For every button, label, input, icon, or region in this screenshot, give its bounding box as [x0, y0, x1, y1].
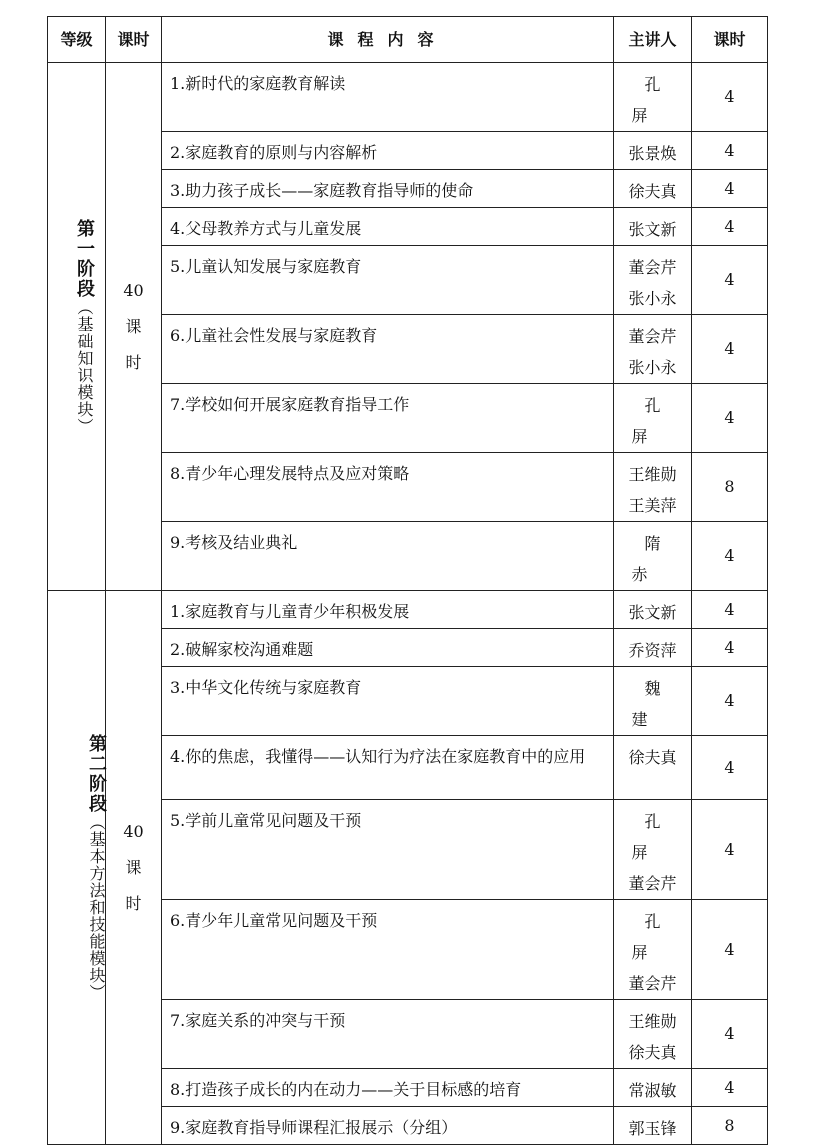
- course-hours-cell: 4: [692, 736, 768, 800]
- course-hours-cell: 4: [692, 1000, 768, 1069]
- speaker-name: 董会芹: [628, 874, 677, 893]
- speaker-cell: [614, 667, 692, 736]
- table-row: [48, 63, 768, 132]
- course-hours-cell: 4: [692, 800, 768, 900]
- speaker-cell: [614, 1069, 692, 1107]
- course-hours-cell: 4: [692, 208, 768, 246]
- stage-level-cell: [48, 591, 106, 1145]
- course-content: 7.家庭关系的冲突与干预: [170, 1011, 346, 1030]
- speaker-name: 张小永: [628, 358, 677, 377]
- speaker-name: 徐夫真: [628, 1043, 677, 1062]
- stage-total-unit: 课: [125, 316, 142, 336]
- course-hours-cell: 4: [692, 591, 768, 629]
- speaker-name: 王美萍: [628, 496, 677, 515]
- course-content: 4.你的焦虑，我懂得——认知行为疗法在家庭教育中的应用: [170, 747, 586, 766]
- course-hours-cell: 4: [692, 132, 768, 170]
- speaker-cell: [614, 170, 692, 208]
- stage-total-unit: 课: [125, 857, 142, 877]
- speaker-cell: [614, 629, 692, 667]
- table-row: [48, 591, 768, 629]
- course-content-cell: [162, 132, 614, 170]
- speaker-name: 张景焕: [628, 144, 677, 163]
- speaker-cell: [614, 63, 692, 132]
- header-total-hours: 课时: [106, 17, 162, 63]
- course-hours-cell: 4: [692, 315, 768, 384]
- speaker-cell: [614, 591, 692, 629]
- course-content-cell: [162, 453, 614, 522]
- speaker-name: 王维勋: [628, 1012, 677, 1031]
- speaker-name: 郭玉锋: [628, 1119, 677, 1138]
- course-content-cell: [162, 208, 614, 246]
- speaker-name: 董会芹: [628, 974, 677, 993]
- speaker-cell: [614, 132, 692, 170]
- stage-total-number: 40: [123, 280, 144, 300]
- course-hours-cell: 4: [692, 63, 768, 132]
- course-content: 9.家庭教育指导师课程汇报展示（分组）: [170, 1118, 458, 1137]
- course-content: 5.儿童认知发展与家庭教育: [170, 257, 362, 276]
- stage-total-number: 40: [123, 821, 144, 841]
- course-content-cell: [162, 591, 614, 629]
- speaker-name: 董会芹: [628, 258, 677, 277]
- course-content-cell: [162, 1000, 614, 1069]
- header-level: 等级: [48, 17, 106, 63]
- course-hours-cell: 4: [692, 170, 768, 208]
- course-hours-cell: 4: [692, 522, 768, 591]
- speaker-name: 张小永: [628, 289, 677, 308]
- course-content: 4.父母教养方式与儿童发展: [170, 219, 362, 238]
- speaker-name: 张文新: [628, 220, 677, 239]
- course-content: 2.家庭教育的原则与内容解析: [170, 143, 378, 162]
- speaker-name: 孔屏: [631, 812, 687, 862]
- speaker-cell: [614, 1000, 692, 1069]
- speaker-name: 徐夫真: [628, 182, 677, 201]
- stage-subtitle: （基本方法和技能模块）: [87, 814, 106, 1001]
- course-content-cell: [162, 736, 614, 800]
- course-hours-cell: 4: [692, 1069, 768, 1107]
- stage-subtitle: （基础知识模块）: [75, 298, 94, 435]
- course-content-cell: [162, 246, 614, 315]
- stage-title: 第一阶段: [74, 218, 95, 299]
- course-hours-cell: 4: [692, 667, 768, 736]
- speaker-cell: [614, 522, 692, 591]
- speaker-cell: [614, 1107, 692, 1145]
- header-hours: 课时: [692, 17, 768, 63]
- course-content: 8.打造孩子成长的内在动力——关于目标感的培育: [170, 1080, 522, 1099]
- speaker-name: 乔资萍: [628, 641, 677, 660]
- course-content: 2.破解家校沟通难题: [170, 640, 314, 659]
- course-content-cell: [162, 629, 614, 667]
- speaker-name: 魏建: [631, 679, 687, 729]
- speaker-name: 徐夫真: [628, 748, 677, 767]
- course-content-cell: [162, 315, 614, 384]
- speaker-cell: [614, 246, 692, 315]
- course-hours-cell: 4: [692, 900, 768, 1000]
- stage-total-unit: 时: [125, 893, 142, 913]
- course-hours-cell: 4: [692, 384, 768, 453]
- course-content-cell: [162, 170, 614, 208]
- speaker-name: 张文新: [628, 603, 677, 622]
- course-content-cell: [162, 800, 614, 900]
- course-content-cell: [162, 384, 614, 453]
- course-content-cell: [162, 1069, 614, 1107]
- stage-title: 第二阶段: [86, 734, 107, 814]
- header-speaker: 主讲人: [614, 17, 692, 63]
- course-content: 3.助力孩子成长——家庭教育指导师的使命: [170, 181, 474, 200]
- course-content-cell: [162, 900, 614, 1000]
- course-content: 6.儿童社会性发展与家庭教育: [170, 326, 378, 345]
- speaker-cell: [614, 315, 692, 384]
- course-content-cell: [162, 63, 614, 132]
- course-content: 1.家庭教育与儿童青少年积极发展: [170, 602, 410, 621]
- course-schedule-table: [47, 16, 768, 1145]
- speaker-name: 孔屏: [631, 396, 687, 446]
- course-content: 6.青少年儿童常见问题及干预: [170, 911, 378, 930]
- header-content: 课程内容: [162, 17, 614, 63]
- speaker-cell: [614, 208, 692, 246]
- course-content-cell: [162, 667, 614, 736]
- course-hours-cell: 4: [692, 246, 768, 315]
- header-row: [48, 17, 768, 63]
- course-hours-cell: 4: [692, 629, 768, 667]
- stage-total-unit: 时: [125, 352, 142, 372]
- course-content-cell: [162, 522, 614, 591]
- course-content: 8.青少年心理发展特点及应对策略: [170, 464, 410, 483]
- speaker-cell: [614, 453, 692, 522]
- stage-level-cell: [48, 63, 106, 591]
- course-hours-cell: 8: [692, 1107, 768, 1145]
- speaker-name: 董会芹: [628, 327, 677, 346]
- speaker-cell: [614, 900, 692, 1000]
- speaker-name: 王维勋: [628, 465, 677, 484]
- course-content: 1.新时代的家庭教育解读: [170, 74, 346, 93]
- speaker-cell: [614, 800, 692, 900]
- speaker-name: 孔屏: [631, 912, 687, 962]
- course-content: 3.中华文化传统与家庭教育: [170, 678, 362, 697]
- course-content: 5.学前儿童常见问题及干预: [170, 811, 362, 830]
- speaker-name: 孔屏: [631, 75, 687, 125]
- speaker-cell: [614, 736, 692, 800]
- speaker-cell: [614, 384, 692, 453]
- speaker-name: 常淑敏: [628, 1081, 677, 1100]
- course-hours-cell: 8: [692, 453, 768, 522]
- table-body: [48, 63, 768, 1145]
- course-content: 9.考核及结业典礼: [170, 533, 298, 552]
- speaker-name: 隋赤: [631, 534, 687, 584]
- course-content-cell: [162, 1107, 614, 1145]
- course-content: 7.学校如何开展家庭教育指导工作: [170, 395, 410, 414]
